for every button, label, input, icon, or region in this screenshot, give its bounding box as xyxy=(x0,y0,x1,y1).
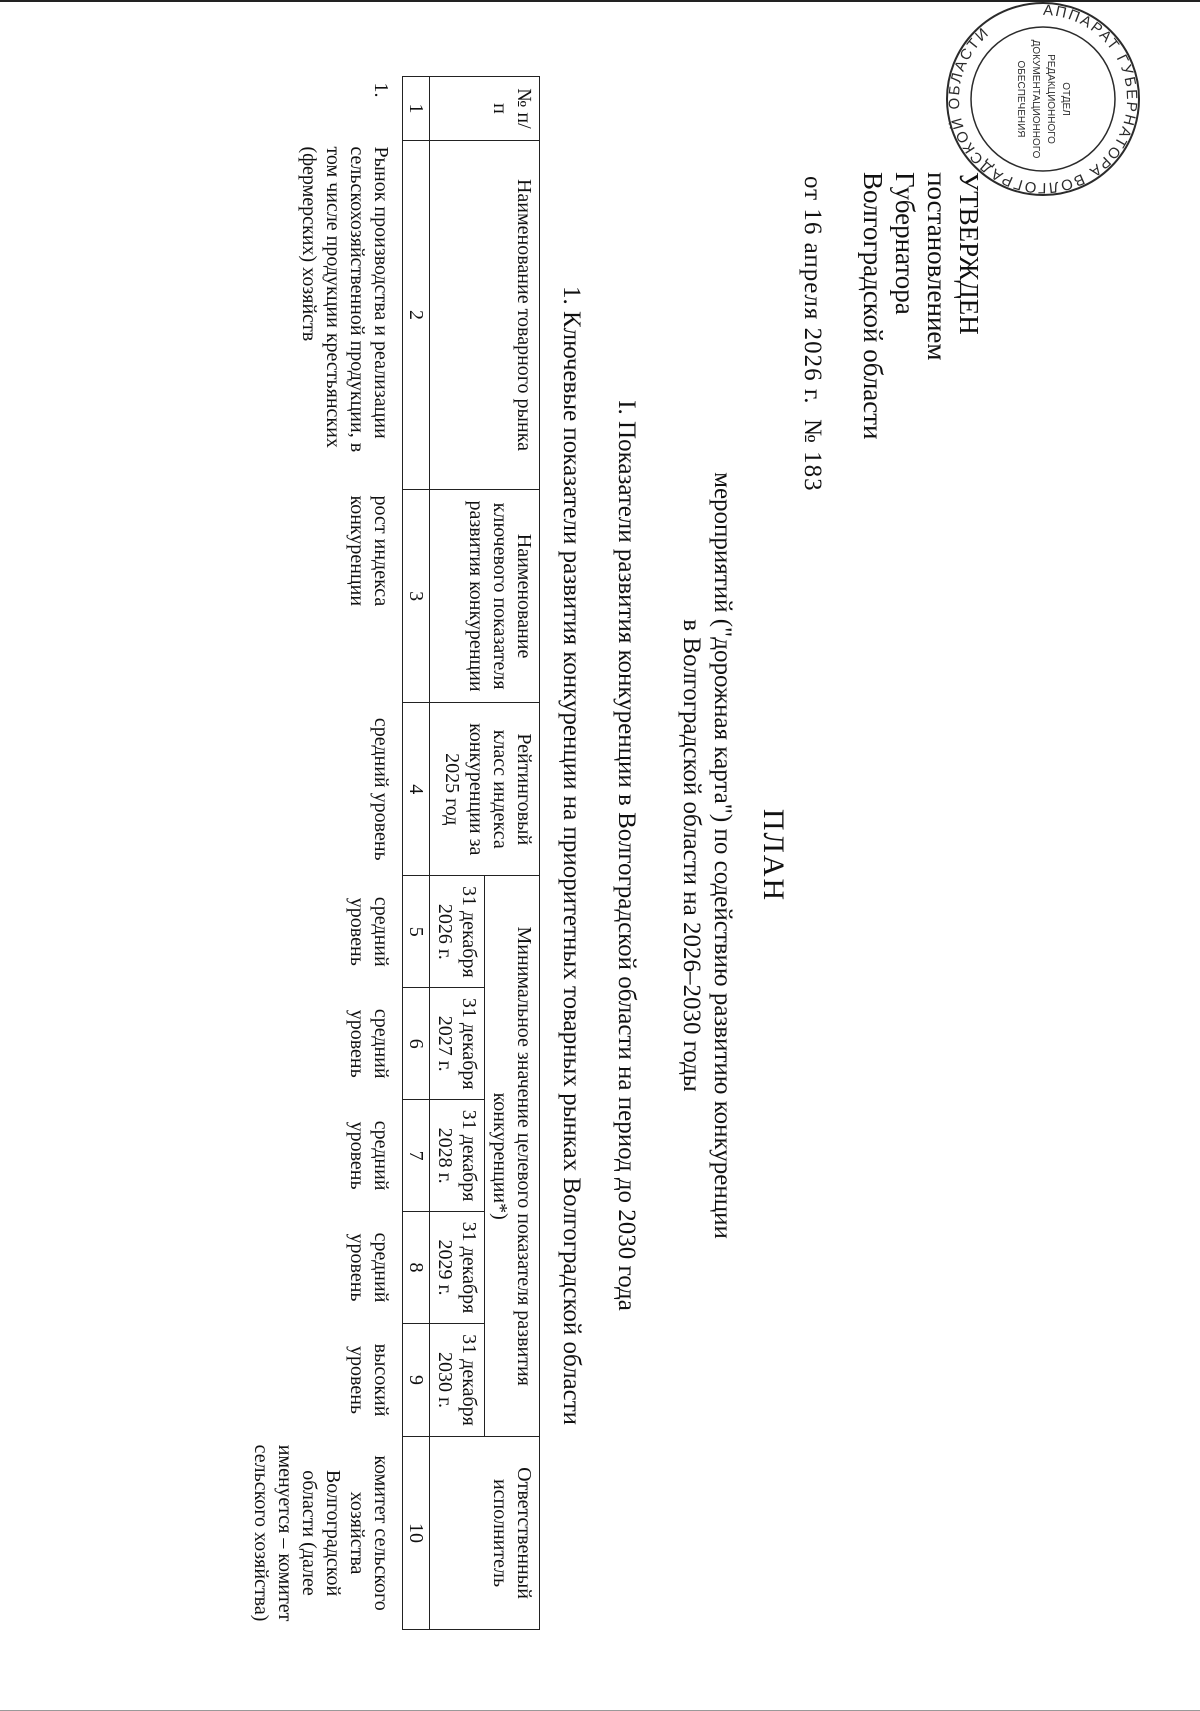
approval-block xyxy=(857,172,985,440)
approval-line-region: Волгоградской области xyxy=(858,172,888,440)
document-title: ПЛАН xyxy=(757,808,790,903)
column-number: 7 xyxy=(403,1100,430,1212)
section-title: I. Показатели развития конкуренции в Волгоградской области на период до 2030 года xyxy=(613,400,640,1311)
cell-market: Рынок производства и реализации сельскохозяйственной продукции, в том числе продукции крестьянских (фермерских) хозяйств xyxy=(298,146,392,453)
header-responsible: Ответственный исполнитель xyxy=(430,1437,540,1630)
column-number: 2 xyxy=(403,140,430,489)
approval-date xyxy=(798,176,826,492)
cell-value-2028: средний уровень xyxy=(346,1120,392,1191)
cell-value-2029: средний уровень xyxy=(346,1232,392,1303)
header-rating: Рейтинговый класс индекса конкуренции за 2025 год xyxy=(430,703,540,876)
seal-inner-line-4: ОБЕСПЕЧЕНИЯ xyxy=(1015,60,1026,138)
cell-value-2030: высокий уровень xyxy=(346,1343,392,1417)
header-year-2026: 31 декабря 2026 г. xyxy=(430,876,485,988)
column-number: 5 xyxy=(403,876,430,988)
approval-heading: УТВЕРЖДЕН xyxy=(954,172,984,335)
cell-value-2026: средний уровень xyxy=(346,896,392,967)
header-year-2030: 31 декабря 2030 г. xyxy=(430,1323,485,1436)
date-year-suffix: г. xyxy=(799,388,826,405)
column-number: 6 xyxy=(403,988,430,1100)
date-month: апреля xyxy=(799,242,826,321)
header-year-2028: 31 декабря 2028 г. xyxy=(430,1100,485,1212)
seal-outer-text: АППАРАТ ГУБЕРНАТОРА ВОЛГОГРАДСКОЙ ОБЛАСТИ xyxy=(945,1,1141,197)
number-sign: № xyxy=(799,419,826,444)
column-number: 10 xyxy=(403,1437,430,1630)
header-indicator: Наименование ключевого показателя развития конкуренции xyxy=(430,490,540,703)
seal-inner-line-3: ДОКУМЕНТАЦИОННОГО xyxy=(1030,39,1041,159)
indicators-table xyxy=(246,76,540,1630)
column-number: 1 xyxy=(403,77,430,141)
date-year: 2026 xyxy=(799,327,826,382)
cell-responsible: комитет сельского хозяйства Волгоградской области (далее именуется – комитет сельского хозяйства) xyxy=(250,1444,392,1622)
header-num: № п/п xyxy=(430,77,540,141)
column-number: 8 xyxy=(403,1212,430,1324)
subsection-title: 1. Ключевые показатели развития конкуренции на приоритетных товарных рынках Волгоградской области xyxy=(558,285,585,1426)
subtitle-line-2: в Волгоградской области на 2026–2030 годы xyxy=(678,619,705,1092)
approval-line-decree: постановлением xyxy=(922,172,952,361)
cell-indicator: рост индекса конкуренции xyxy=(346,495,392,607)
document-number: 183 xyxy=(799,451,826,492)
cell-rating: средний уровень xyxy=(370,717,392,861)
approval-line-governor: Губернатора xyxy=(890,172,920,315)
header-year-2027: 31 декабря 2027 г. xyxy=(430,988,485,1100)
date-day: 16 xyxy=(799,208,826,236)
official-seal-stamp xyxy=(943,0,1143,199)
table-row xyxy=(246,77,403,1630)
date-prefix: от xyxy=(799,176,826,202)
subtitle-line-1: мероприятий ("дорожная карта") по содействию развитию конкуренции xyxy=(709,472,736,1239)
column-number: 9 xyxy=(403,1323,430,1436)
seal-inner-line-1: ОТДЕЛ xyxy=(1060,82,1071,116)
header-year-2029: 31 декабря 2029 г. xyxy=(430,1212,485,1324)
column-number: 3 xyxy=(403,490,430,703)
cell-value-2027: средний уровень xyxy=(346,1008,392,1079)
column-number: 4 xyxy=(403,703,430,876)
header-min-value: Минимальное значение целевого показателя развития конкуренции*) xyxy=(485,876,540,1437)
header-market: Наименование товарного рынка xyxy=(430,140,540,489)
seal-inner-line-2: РЕДАКЦИОННОГО xyxy=(1045,54,1056,144)
cell-num: 1. xyxy=(370,82,392,98)
document-subtitle xyxy=(676,0,738,1711)
